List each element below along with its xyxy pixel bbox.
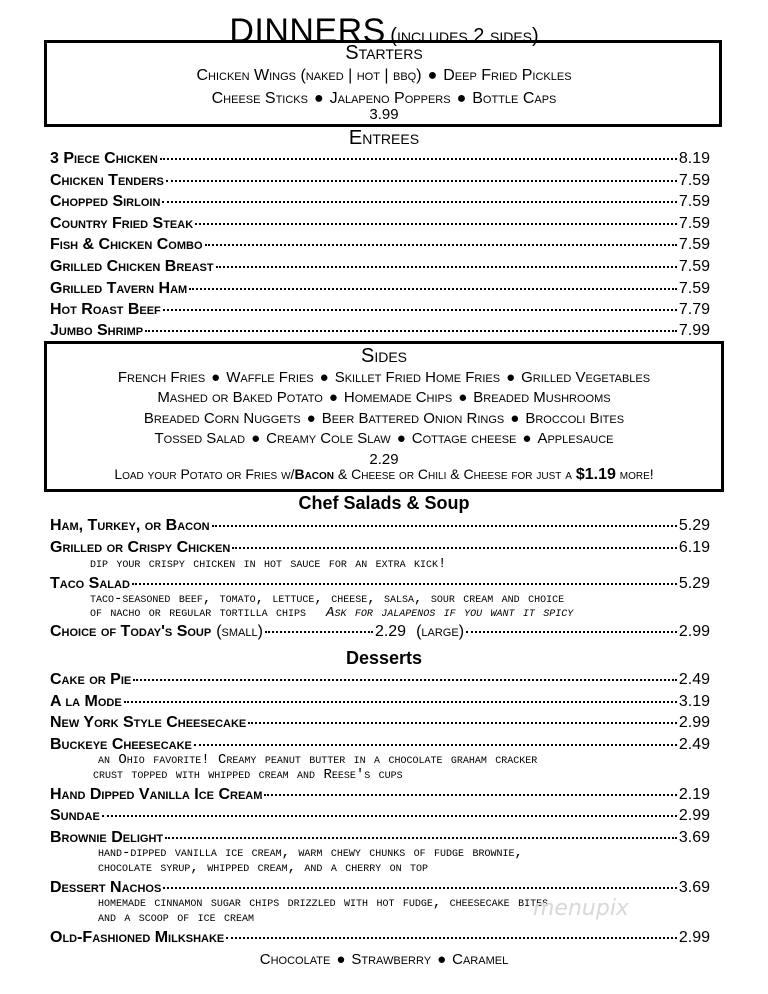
entree-name: Country Fried Steak (50, 215, 194, 232)
salad-name: Ham, Turkey, or Bacon (50, 517, 210, 534)
dessert-price: 2.99 (678, 929, 710, 946)
entree-name: Grilled Chicken Breast (50, 258, 214, 275)
soup-large-price: 2.99 (678, 623, 710, 640)
dessert-description: homemade cinnamon sugar chips drizzled with hot fudge, cheesecake bites (98, 895, 549, 911)
entree-price: 7.59 (678, 172, 710, 189)
starter-item: Deep Fried Pickles (443, 67, 572, 84)
starters-heading: Starters (345, 42, 423, 64)
starter-item: Bottle Caps (472, 90, 557, 107)
dessert-name: A la Mode (50, 693, 122, 710)
menu-title-main: DINNERS (229, 12, 386, 50)
sides-line-4: Tossed Salad ● Creamy Cole Slaw ● Cottage cheese ● Applesauce (154, 430, 614, 447)
entree-row (50, 301, 710, 319)
entree-name: 3 Piece Chicken (50, 150, 158, 167)
dessert-price: 2.19 (678, 786, 710, 803)
load-offer-bacon: Bacon (294, 466, 335, 482)
dessert-price: 2.49 (678, 736, 710, 753)
sides-price: 2.29 (369, 451, 399, 468)
menu-title-sub: (includes 2 sides) (390, 25, 539, 47)
salad-price: 5.29 (678, 575, 710, 592)
dessert-name: Cake or Pie (50, 671, 132, 688)
side-item: Breaded Corn Nuggets (143, 410, 301, 427)
sides-load-offer (0, 466, 768, 484)
dessert-description: and a scoop of ice cream (98, 910, 255, 926)
salad-price: 6.19 (678, 539, 710, 556)
flavor-item: Strawberry (351, 951, 432, 968)
soup-small-label: (small) (216, 623, 263, 640)
load-offer-text: & Cheese or Chili & Cheese for just a (334, 466, 576, 482)
entrees-heading: Entrees (348, 127, 420, 149)
side-item: French Fries (117, 369, 206, 386)
side-item: Broccoli Bites (525, 410, 625, 427)
side-item: Creamy Cole Slaw (266, 430, 391, 447)
dessert-price: 2.99 (678, 714, 710, 731)
soup-name: Choice of Today's Soup (50, 623, 212, 640)
entree-row (50, 258, 710, 276)
entree-price: 7.79 (678, 301, 710, 318)
sides-heading: Sides (360, 345, 407, 367)
dessert-row (50, 693, 710, 711)
salad-row (50, 539, 710, 557)
load-offer-text: Load your Potato or Fries w/ (114, 466, 295, 482)
entree-row (50, 280, 710, 298)
dessert-name: New York Style Cheesecake (50, 714, 247, 731)
watermark: menupix (533, 896, 629, 921)
side-item: Grilled Vegetables (521, 369, 651, 386)
entree-row (50, 215, 710, 233)
dessert-name: Sundae (50, 807, 100, 824)
entree-price: 7.99 (678, 322, 710, 339)
entree-price: 7.59 (678, 258, 710, 275)
salad-description: taco-seasoned beef, tomato, lettuce, cheese, salsa, sour cream and choice (90, 591, 565, 607)
salad-spicy-note: Ask for jalapenos if you want it spicy (326, 605, 574, 621)
dessert-row (50, 929, 710, 947)
starter-item: Chicken Wings (naked | hot | bbq) (196, 67, 422, 84)
dessert-row (50, 807, 710, 825)
entree-name: Hot Roast Beef (50, 301, 161, 318)
dessert-description: hand-dipped vanilla ice cream, warm chewy chunks of fudge brownie, (98, 845, 523, 861)
entree-name: Chopped Sirloin (50, 193, 161, 210)
starter-item: Cheese Sticks (211, 90, 308, 107)
dessert-name: Old-Fashioned Milkshake (50, 929, 225, 946)
entree-price: 7.59 (678, 215, 710, 232)
flavor-item: Caramel (452, 951, 509, 968)
entree-price: 7.59 (678, 193, 710, 210)
salad-row (50, 517, 710, 535)
side-item: Beer Battered Onion Rings (321, 410, 505, 427)
dessert-row (50, 714, 710, 732)
starters-line-2: Cheese Sticks ● Jalapeno Poppers ● Bottle Caps (211, 90, 557, 107)
side-item: Homemade Chips (343, 389, 453, 406)
side-item: Cottage cheese (411, 430, 517, 447)
salad-price: 5.29 (678, 517, 710, 534)
dessert-name: Brownie Delight (50, 829, 164, 846)
salad-description (90, 605, 573, 622)
side-item: Waffle Fries (226, 369, 314, 386)
side-item: Breaded Mushrooms (473, 389, 611, 406)
sides-line-1: French Fries ● Waffle Fries ● Skillet Fried Home Fries ● Grilled Vegetables (117, 369, 651, 386)
entree-name: Grilled Tavern Ham (50, 280, 188, 297)
soup-row (50, 623, 710, 641)
milkshake-flavors: Chocolate ● Strawberry ● Caramel (259, 951, 509, 968)
dessert-description: an Ohio favorite! Creamy peanut butter in a chocolate graham cracker (98, 752, 538, 768)
entree-row (50, 236, 710, 254)
entree-row (50, 322, 710, 340)
salad-description-text: of nacho or regular tortilla chips (90, 605, 307, 621)
dessert-price: 3.69 (678, 829, 710, 846)
entree-price: 7.59 (678, 236, 710, 253)
load-offer-price: $1.19 (575, 466, 616, 483)
salads-heading: Chef Salads & Soup (298, 493, 470, 513)
entree-name: Jumbo Shrimp (50, 322, 144, 339)
dessert-name: Hand Dipped Vanilla Ice Cream (50, 786, 263, 803)
starters-line-1: Chicken Wings (naked | hot | bbq) ● Deep Fried Pickles (196, 67, 572, 84)
dessert-price: 3.69 (678, 879, 710, 896)
flavor-item: Chocolate (259, 951, 331, 968)
salad-name: Grilled or Crispy Chicken (50, 539, 231, 556)
side-item: Skillet Fried Home Fries (334, 369, 501, 386)
dessert-description: crust topped with whipped cream and Reese's cups (93, 767, 403, 783)
salad-description: dip your crispy chicken in hot sauce for an extra kick! (90, 556, 447, 572)
desserts-heading: Desserts (345, 648, 423, 668)
sides-line-2: Mashed or Baked Potato ● Homemade Chips ● Breaded Mushrooms (157, 389, 611, 406)
side-item: Mashed or Baked Potato (157, 389, 323, 406)
sides-line-3: Breaded Corn Nuggets ● Beer Battered Onion Rings ● Broccoli Bites (143, 410, 625, 427)
side-item: Tossed Salad (154, 430, 246, 447)
dessert-price: 3.19 (678, 693, 710, 710)
starter-item: Jalapeno Poppers (329, 90, 451, 107)
entree-name: Fish & Chicken Combo (50, 236, 203, 253)
entree-row (50, 172, 710, 190)
entree-name: Chicken Tenders (50, 172, 164, 189)
soup-large-label: (large) (416, 623, 465, 640)
entree-row (50, 150, 710, 168)
soup-small-price: 2.29 (374, 623, 407, 640)
salad-name: Taco Salad (50, 575, 130, 592)
starters-price: 3.99 (369, 106, 399, 123)
dessert-name: Dessert Nachos (50, 879, 162, 896)
dessert-name: Buckeye Cheesecake (50, 736, 192, 753)
dessert-row (50, 671, 710, 689)
entree-price: 8.19 (678, 150, 710, 167)
entree-row (50, 193, 710, 211)
dessert-price: 2.99 (678, 807, 710, 824)
entree-price: 7.59 (678, 280, 710, 297)
load-offer-text: more! (615, 466, 654, 482)
dessert-price: 2.49 (678, 671, 710, 688)
side-item: Applesauce (537, 430, 614, 447)
dessert-description: chocolate syrup, whipped cream, and a cherry on top (98, 860, 429, 876)
dessert-row (50, 786, 710, 804)
